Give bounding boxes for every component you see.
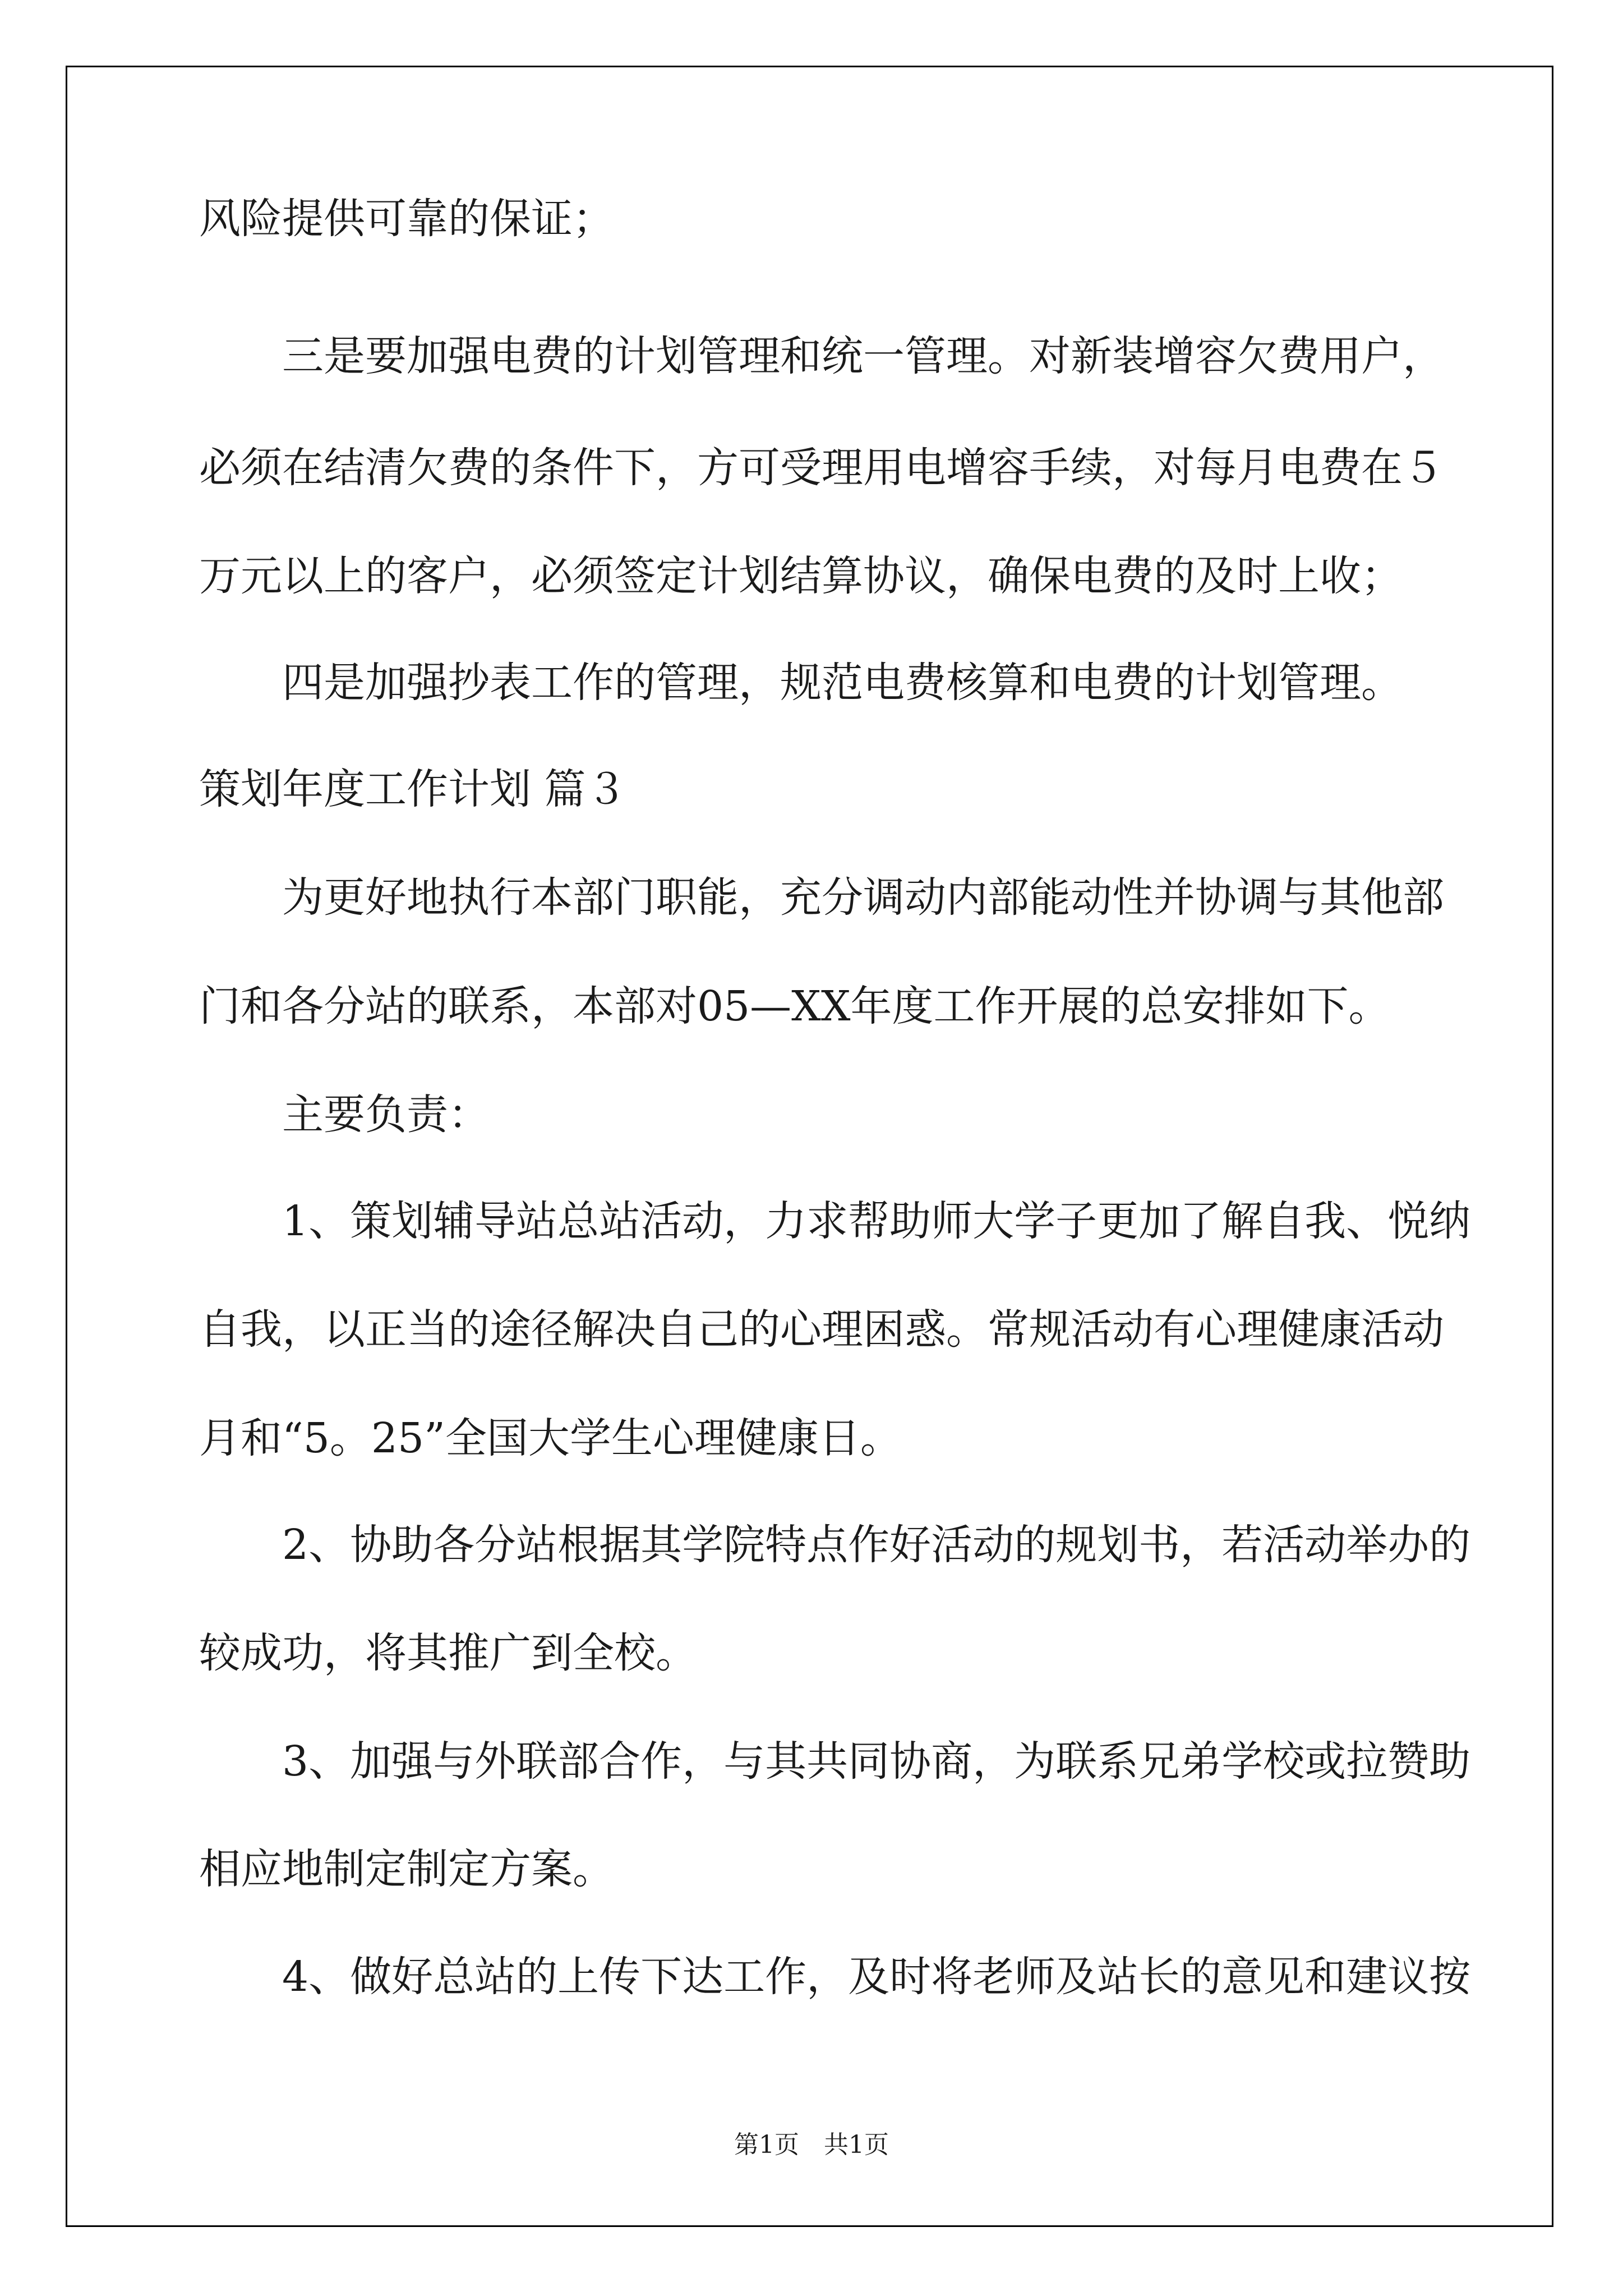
text-line: 相应地制定制定方案。 <box>199 1845 614 1893</box>
text-line: 四是加强抄表工作的管理，规范电费核算和电费的计划管理。 <box>199 659 1403 707</box>
text-line: 1、策划辅导站总站活动，力求帮助师大学子更加了解自我、悦纳 <box>199 1197 1471 1245</box>
text-line: 4、做好总站的上传下达工作，及时将老师及站长的意见和建议按 <box>199 1953 1471 2001</box>
text-line: 风险提供可靠的保证； <box>199 195 614 243</box>
page-footer: 第1页 共1页 <box>734 2131 889 2159</box>
text-line: 较成功，将其推广到全校。 <box>199 1629 697 1677</box>
section-heading: 策划年度工作计划 篇３ <box>199 765 628 813</box>
text-line: 月和“5。25”全国大学生心理健康日。 <box>199 1414 902 1462</box>
text-line: 为更好地执行本部门职能，充分调动内部能动性并协调与其他部 <box>199 873 1444 922</box>
text-line: 必须在结清欠费的条件下，方可受理用电增容手续，对每月电费在５ <box>199 444 1444 492</box>
page-border <box>66 66 1553 2227</box>
text-line: 万元以上的客户，必须签定计划结算协议，确保电费的及时上收； <box>199 552 1403 600</box>
text-line: 主要负责： <box>199 1091 490 1139</box>
text-line: 2、协助各分站根据其学院特点作好活动的规划书，若活动举办的 <box>199 1521 1471 1569</box>
text-line: 门和各分站的联系，本部对05—XX年度工作开展的总安排如下。 <box>199 982 1390 1030</box>
text-line: 自我，以正当的途径解决自己的心理困惑。常规活动有心理健康活动 <box>199 1305 1444 1354</box>
text-line: 3、加强与外联部合作，与其共同协商，为联系兄弟学校或拉赞助 <box>199 1737 1471 1786</box>
text-line: 三是要加强电费的计划管理和统一管理。对新装增容欠费用户， <box>199 332 1444 380</box>
